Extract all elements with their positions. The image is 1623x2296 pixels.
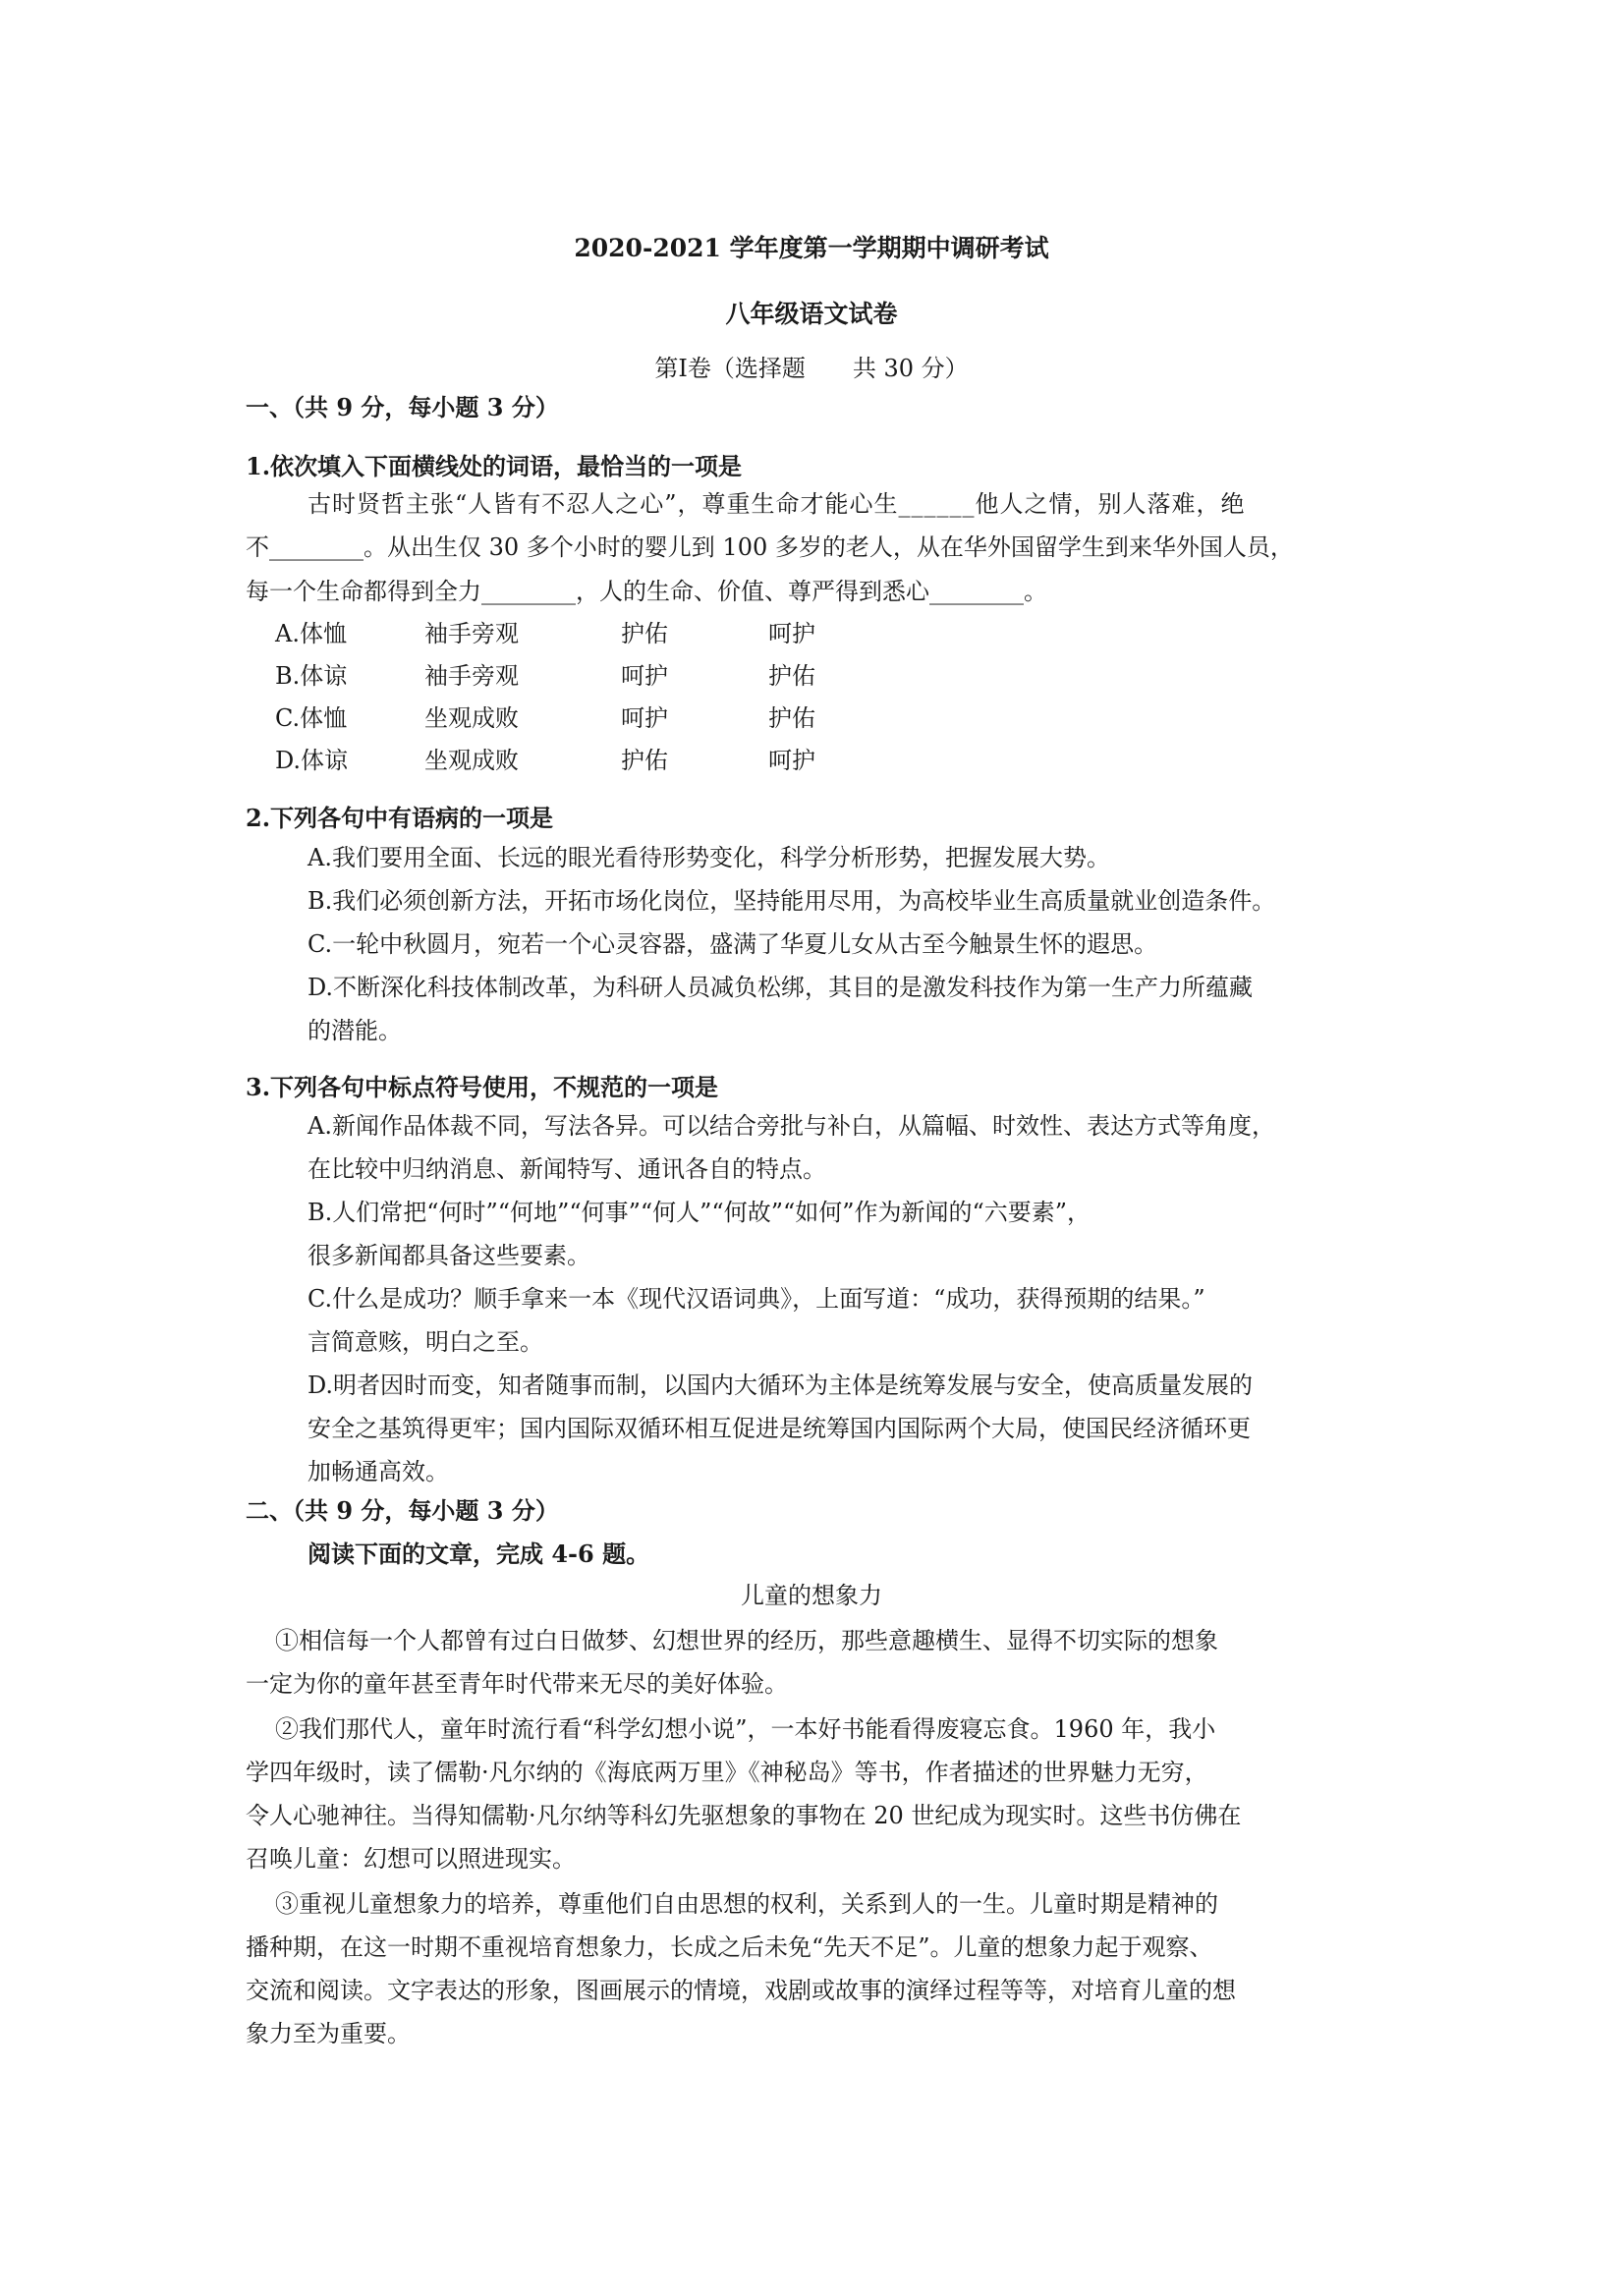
option-text: B.我们必须创新方法，开拓市场化岗位，坚持能用尽用，为高校毕业生高质量就业创造条件。 [308, 887, 1276, 915]
option-cell: C.体恤 [275, 704, 348, 732]
part-heading: 第Ⅰ卷（选择题 共 30 分） [654, 355, 969, 382]
option-text: 的潜能。 [308, 1017, 402, 1044]
article-line: 一定为你的童年甚至青年时代带来无尽的美好体验。 [246, 1670, 788, 1698]
option-text: D.不断深化科技体制改革，为科研人员减负松绑，其目的是激发科技作为第一生产力所蕴藏 [308, 974, 1254, 1001]
option-text: A.我们要用全面、长远的眼光看待形势变化，科学分析形势，把握发展大势。 [308, 844, 1110, 871]
article-title: 儿童的想象力 [741, 1582, 882, 1609]
option-text: 安全之基筑得更牢；国内国际双循环相互促进是统筹国内国际两个大局，使国民经济循环更 [308, 1415, 1251, 1442]
section-heading: 一、（共 9 分，每小题 3 分） [246, 393, 559, 421]
article-line: ①相信每一个人都曾有过白日做梦、幻想世界的经历，那些意趣横生、显得不切实际的想象 [275, 1627, 1218, 1654]
option-cell: D.体谅 [275, 747, 349, 774]
article-line: ③重视儿童想象力的培养，尊重他们自由思想的权利，关系到人的一生。儿童时期是精神的 [275, 1890, 1218, 1918]
option-cell: 呵护 [621, 662, 668, 690]
exam-subtitle: 八年级语文试卷 [725, 300, 898, 328]
article-line: ②我们那代人，童年时流行看“科学幻想小说”，一本好书能看得废寝忘食。1960 年，我小 [275, 1715, 1216, 1743]
question-stem: 1.依次填入下面横线处的词语，最恰当的一项是 [246, 452, 743, 480]
article-line: 象力至为重要。 [246, 2020, 411, 2047]
option-cell: 呵护 [621, 704, 668, 732]
option-text: C.一轮中秋圆月，宛若一个心灵容器，盛满了华夏儿女从古至今触景生怀的遐思。 [308, 930, 1158, 958]
reading-instruction: 阅读下面的文章，完成 4-6 题。 [308, 1540, 650, 1568]
article-line: 交流和阅读。文字表达的形象，图画展示的情境，戏剧或故事的演绎过程等等，对培育儿童的想 [246, 1977, 1236, 2004]
option-cell: 护佑 [768, 704, 815, 732]
option-cell: 护佑 [768, 662, 815, 690]
option-text: 很多新闻都具备这些要素。 [308, 1242, 590, 1269]
option-cell: 坐观成败 [424, 747, 519, 774]
option-text: 在比较中归纳消息、新闻特写、通讯各自的特点。 [308, 1155, 826, 1183]
option-cell: 护佑 [621, 620, 668, 647]
option-cell: 呵护 [768, 620, 815, 647]
option-cell: 坐观成败 [424, 704, 519, 732]
option-cell: 呵护 [768, 747, 815, 774]
question-stem: 2.下列各句中有语病的一项是 [246, 804, 554, 832]
option-cell: 袖手旁观 [424, 620, 519, 647]
question-text-line: 不________。从出生仅 30 多个小时的婴儿到 100 多岁的老人，从在华外国留学生到来华外国人员， [246, 533, 1294, 561]
option-text: 加畅通高效。 [308, 1458, 449, 1485]
option-text: D.明者因时而变，知者随事而制，以国内大循环为主体是统筹发展与安全，使高质量发展的 [308, 1372, 1254, 1399]
question-stem: 3.下列各句中标点符号使用，不规范的一项是 [246, 1073, 719, 1101]
option-cell: B.体谅 [275, 662, 348, 690]
question-text-line: 每一个生命都得到全力________，人的生命、价值、尊严得到悉心________。 [246, 578, 1047, 605]
article-line: 播种期，在这一时期不重视培育想象力，长成之后未免“先天不足”。儿童的想象力起于观察、 [246, 1933, 1213, 1961]
article-line: 召唤儿童：幻想可以照进现实。 [246, 1845, 576, 1873]
option-text: B.人们常把“何时”“何地”“何事”“何人”“何故”“如何”作为新闻的“六要素”， [308, 1199, 1091, 1226]
option-cell: A.体恤 [275, 620, 347, 647]
option-cell: 护佑 [621, 747, 668, 774]
exam-title: 2020-2021 学年度第一学期期中调研考试 [574, 234, 1049, 262]
option-cell: 袖手旁观 [424, 662, 519, 690]
option-text: 言简意赅，明白之至。 [308, 1328, 543, 1356]
question-text-line: 古时贤哲主张“人皆有不忍人之心”，尊重生命才能心生______他人之情，别人落难，绝 [308, 490, 1246, 518]
option-text: A.新闻作品体裁不同，写法各异。可以结合旁批与补白，从篇幅、时效性、表达方式等角度， [308, 1112, 1275, 1140]
option-text: C.什么是成功？顺手拿来一本《现代汉语词典》，上面写道：“成功，获得预期的结果。” [308, 1285, 1205, 1313]
article-line: 令人心驰神往。当得知儒勒·凡尔纳等科幻先驱想象的事物在 20 世纪成为现实时。这些书仿佛在 [246, 1802, 1242, 1829]
article-line: 学四年级时，读了儒勒·凡尔纳的《海底两万里》《神秘岛》等书，作者描述的世界魅力无穷， [246, 1759, 1208, 1786]
section-heading: 二、（共 9 分，每小题 3 分） [246, 1496, 559, 1525]
